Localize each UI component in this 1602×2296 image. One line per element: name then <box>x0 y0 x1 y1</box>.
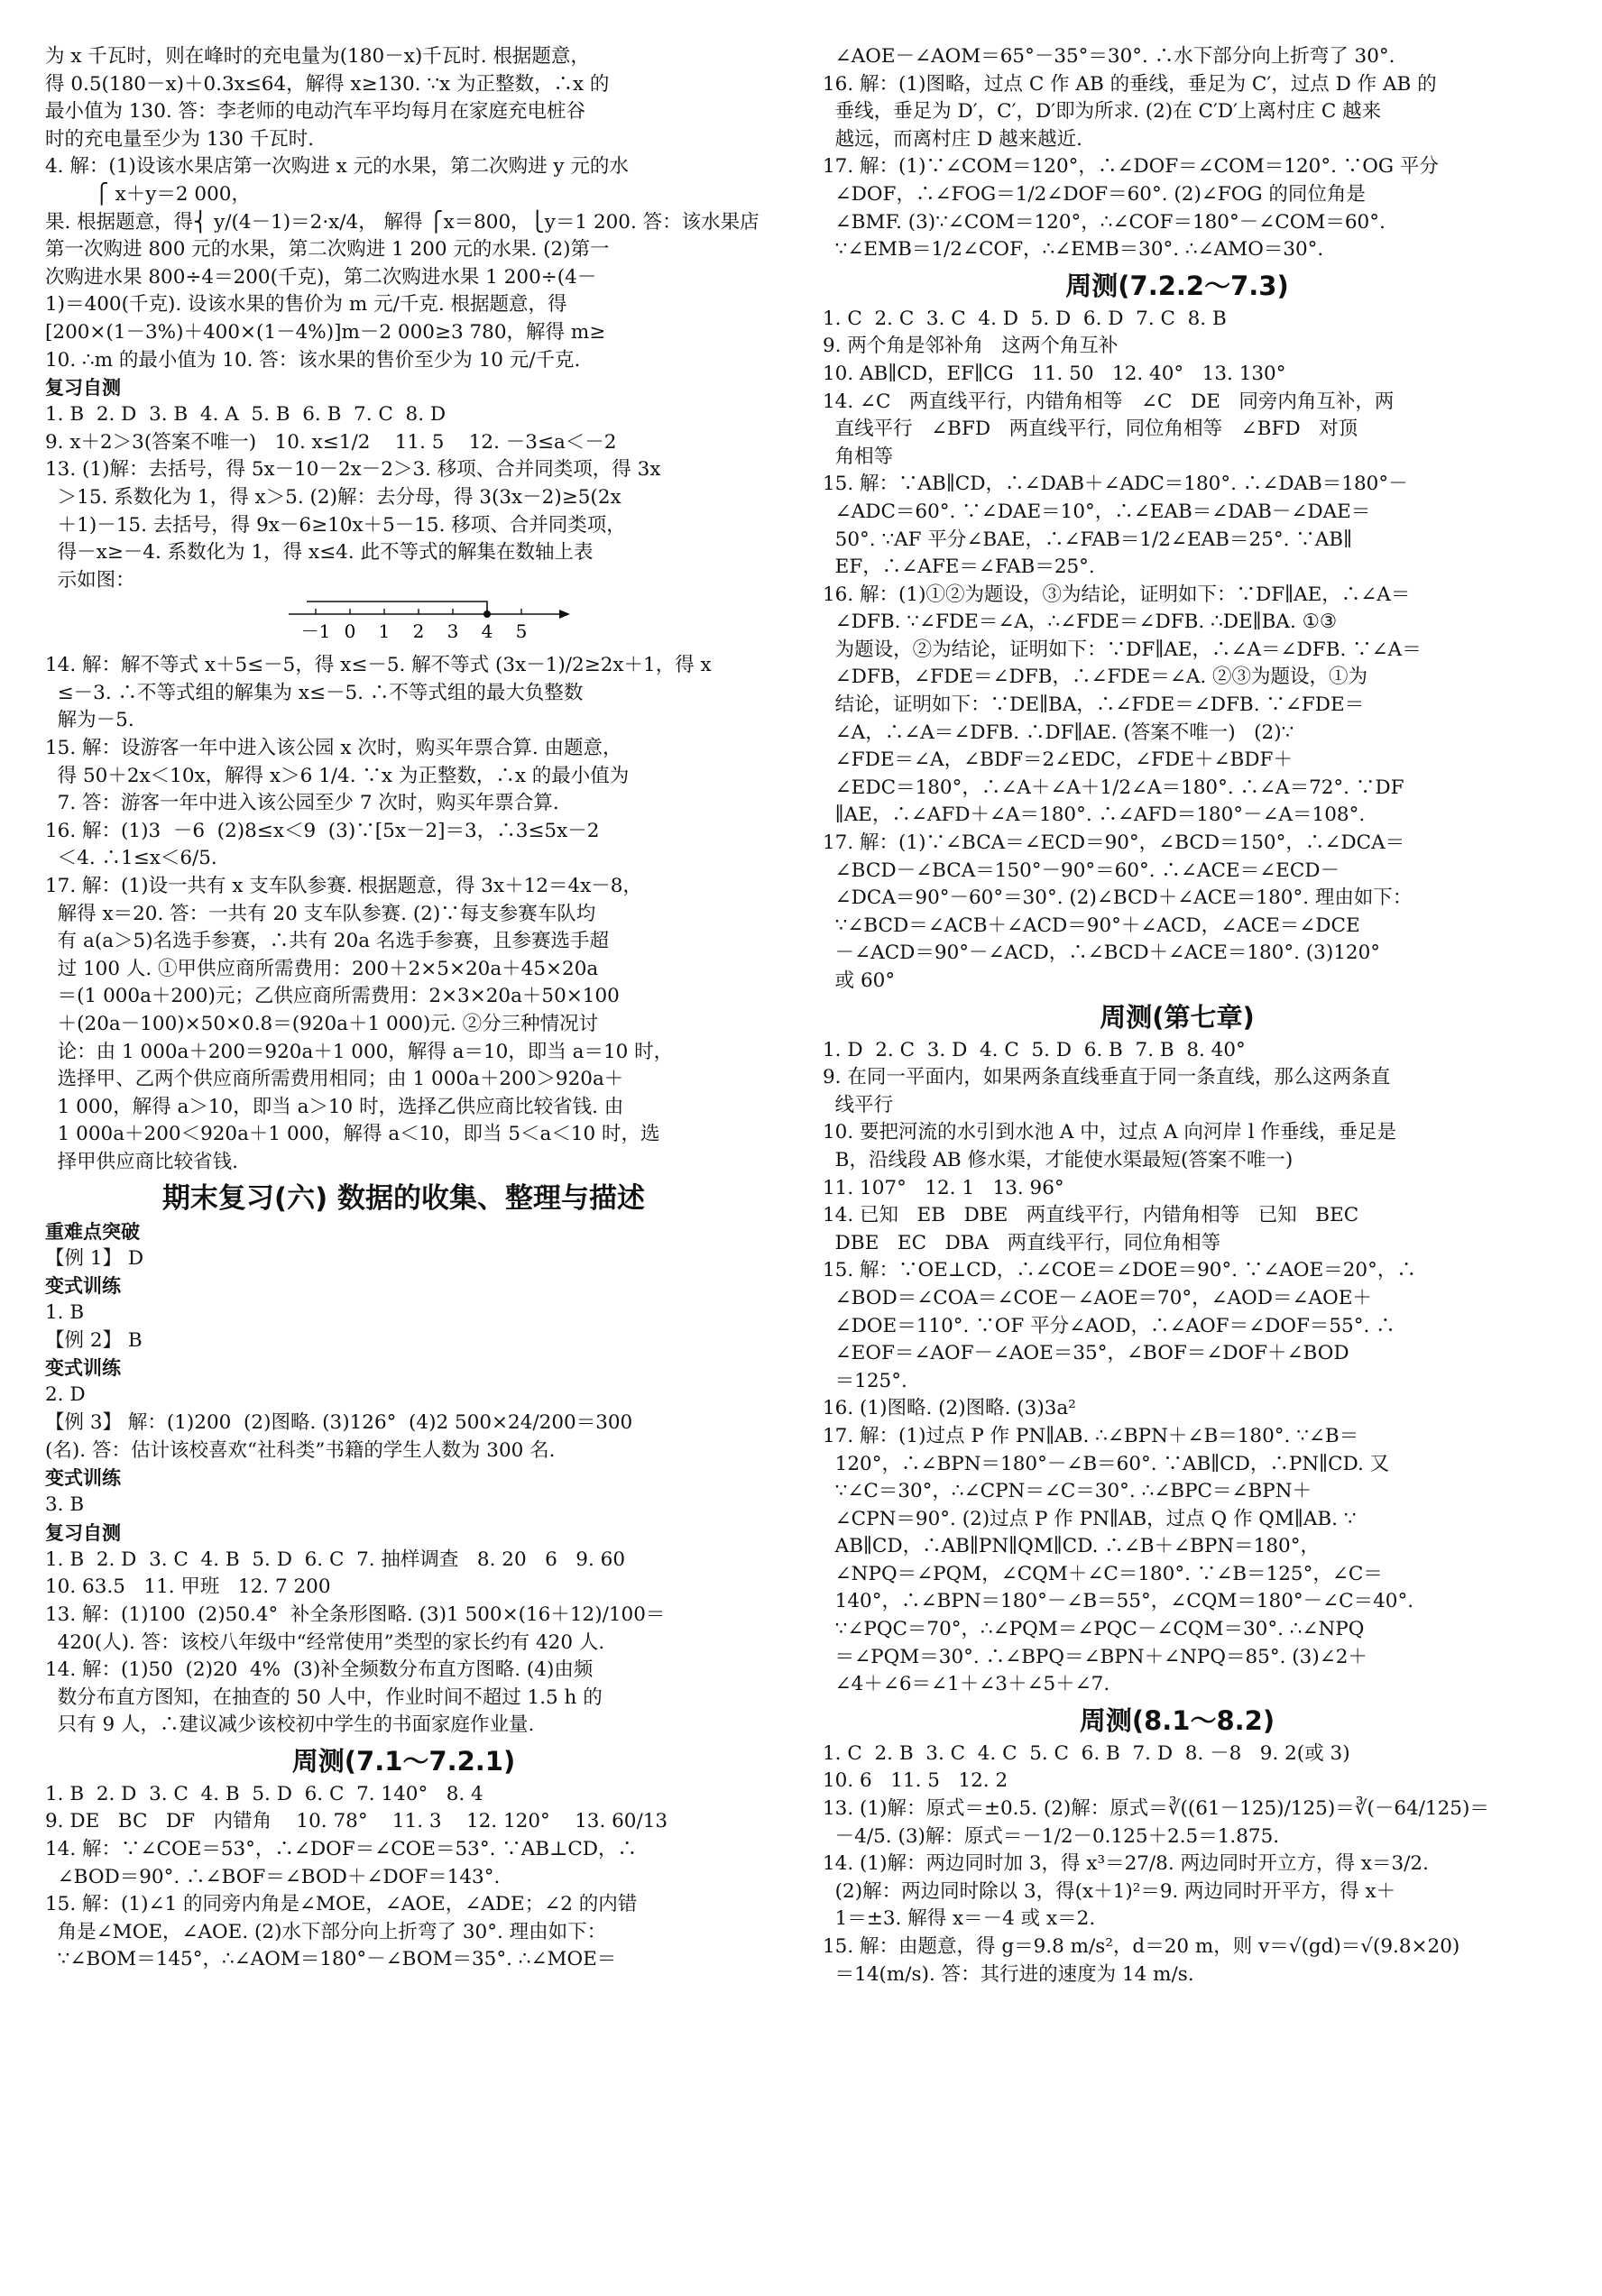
text-line: 解得 x＝20. 答：一共有 20 支车队参赛. (2)∵每支参赛车队均 <box>45 902 596 925</box>
text-line: ∠AOE－∠AOM＝65°－35°＝30°. ∴水下部分向上折弯了 30°. <box>823 45 1395 68</box>
subsection-label: 复习自测 <box>45 1521 121 1544</box>
text-line: 15. 解：∵AB∥CD，∴∠DAB＋∠ADC＝180°. ∴∠DAB＝180°－ <box>823 473 1408 496</box>
text-line: ∠BOD＝90°. ∴∠BOF＝∠BOD＋∠DOF＝143°. <box>45 1865 501 1888</box>
text-line: 【例 2】 B <box>45 1328 143 1352</box>
text-line: ＝125°. <box>823 1369 907 1392</box>
subsection-label: 变式训练 <box>45 1275 121 1298</box>
section-heading: 周测(第七章) <box>1100 1001 1255 1033</box>
text-line: 1 000，解得 a＞10，即当 a＞10 时，选择乙供应商比较省钱. 由 <box>45 1095 624 1118</box>
text-line: ＝14(m/s). 答：其行进的速度为 14 m/s. <box>823 1962 1194 1986</box>
text-line: ⎧ x＋y＝2 000， <box>45 182 251 206</box>
text-line: 1 000a＋200＜920a＋1 000，解得 a＜10，即当 5＜a＜10 时，选 <box>45 1123 660 1146</box>
text-line: ∠BCD－∠BCA＝150°－90°＝60°. ∴∠ACE＝∠ECD－ <box>823 859 1340 882</box>
text-line: 15. 解：设游客一年中进入该公园 x 次时，购买年票合算. 由题意， <box>45 737 622 760</box>
text-line: 示如图： <box>45 568 135 592</box>
text-line: 10. 6 11. 5 12. 2 <box>823 1769 1008 1793</box>
text-line: 2. D <box>45 1383 86 1407</box>
left-column <box>45 43 762 1974</box>
text-line: 7. 答：游客一年中进入该公园至少 7 次时，购买年票合算. <box>45 792 559 815</box>
text-line: 3. B <box>45 1493 85 1517</box>
text-line: 越远，而离村庄 D 越来越近. <box>823 127 1082 151</box>
text-line: 过 100 人. ①甲供应商所需费用：200＋2×5×20a＋45×20a <box>45 957 599 980</box>
text-line: －∠ACD＝90°－∠ACD，∴∠BCD＋∠ACE＝180°. (3)120° <box>823 941 1381 965</box>
text-line: ∠DFB，∠FDE＝∠DFB，∴∠FDE＝∠A. ②③为题设，①为 <box>823 666 1368 689</box>
text-line: 13. (1)解：原式＝±0.5. (2)解：原式＝∛((61－125)/125)＝∛(－64/125)＝ <box>823 1797 1489 1821</box>
text-line: 17. 解：(1)∵∠COM＝120°，∴∠DOF＝∠COM＝120°. ∵OG 平分 <box>823 155 1439 179</box>
text-line: 14. 解：∵∠COE＝53°，∴∠DOF＝∠COE＝53°. ∵AB⊥CD，∴ <box>45 1838 638 1861</box>
text-line: ∵∠BCD＝∠ACB＋∠ACD＝90°＋∠ACD，∠ACE＝∠DCE <box>823 914 1360 937</box>
text-line: ∠DOF，∴∠FOG＝1/2∠DOF＝60°. (2)∠FOG 的同位角是 <box>823 182 1366 206</box>
text-line: 或 60° <box>823 969 896 992</box>
text-line: ＜4. ∴1≤x＜6/5. <box>45 847 217 870</box>
text-line: 1. C 2. B 3. C 4. C 5. C 6. B 7. D 8. －8 9. 2(或 3) <box>823 1741 1350 1765</box>
text-line: 9. 在同一平面内，如果两条直线垂直于同一条直线，那么这两条直 <box>823 1066 1391 1089</box>
text-line: AB∥CD，∴AB∥PN∥QM∥CD. ∴∠B＋∠BPN＝180°， <box>823 1535 1320 1558</box>
text-line: ∠DFB. ∵∠FDE＝∠A，∴∠FDE＝∠DFB. ∴DE∥BA. ①③ <box>823 611 1338 634</box>
text-line: DBE EC DBA 两直线平行，同位角相等 <box>823 1231 1221 1254</box>
text-line: ≤－3. ∴不等式组的解集为 x≤－5. ∴不等式组的最大负整数 <box>45 681 584 704</box>
text-line: 15. 解：由题意，得 g＝9.8 m/s²，d＝20 m，则 v＝√(gd)＝√(9.8×20) <box>823 1935 1460 1958</box>
number-line-tick-label: 1 <box>378 620 391 643</box>
text-line: ＋(20a－100)×50×0.8＝(920a＋1 000)元. ②分三种情况讨 <box>45 1013 599 1035</box>
text-line: 选择甲、乙两个供应商所需费用相同；由 1 000a＋200＞920a＋ <box>45 1068 624 1091</box>
text-line: 13. (1)解：去括号，得 5x－10－2x－2＞3. 移项、合并同类项，得 3x <box>45 458 661 482</box>
number-line-tick-label: －1 <box>300 620 331 643</box>
text-line: 9. DE BC DF 内错角 10. 78° 11. 3 12. 120° 13. 60/13 <box>45 1810 668 1833</box>
subsection-label: 变式训练 <box>45 1357 121 1380</box>
text-line: ＞15. 系数化为 1，得 x＞5. (2)解：去分母，得 3(3x－2)≥5(2x <box>45 485 621 509</box>
text-line: 15. 解：∵OE⊥CD，∴∠COE＝∠DOE＝90°. ∵∠AOE＝20°，∴ <box>823 1259 1416 1282</box>
text-line: 1. C 2. C 3. C 4. D 5. D 6. D 7. C 8. B <box>823 307 1227 330</box>
number-line-tick-label: 5 <box>515 620 528 643</box>
text-line: 10. ∴m 的最小值为 10. 答：该水果的售价至少为 10 元/千克. <box>45 348 581 372</box>
text-line: 10. 要把河流的水引到水池 A 中，过点 A 向河岸 l 作垂线，垂足是 <box>823 1121 1396 1144</box>
text-line: 120°，∴∠BPN＝180°－∠B＝60°. ∵AB∥CD，∴PN∥CD. 又 <box>823 1452 1390 1475</box>
text-line: ＝(1 000a＋200)元；乙供应商所需费用：2×3×20a＋50×100 <box>45 985 620 1008</box>
text-line: 1＝±3. 解得 x＝－4 或 x＝2. <box>823 1907 1096 1931</box>
text-line: ∠A，∴∠A＝∠DFB. ∴DF∥AE. (答案不唯一) (2)∵ <box>823 721 1294 744</box>
number-line-tick-label: 2 <box>412 620 425 643</box>
text-line: B，沿线段 AB 修水渠，才能使水渠最短(答案不唯一) <box>823 1148 1294 1171</box>
text-line: 直线平行 ∠BFD 两直线平行，同位角相等 ∠BFD 对顶 <box>823 418 1358 441</box>
text-line: 结论，证明如下：∵DE∥BA，∴∠FDE＝∠DFB. ∵∠FDE＝ <box>823 693 1365 717</box>
text-line: 垂线，垂足为 D′，C′，D′即为所求. (2)在 C′D′上离村庄 C 越来 <box>823 100 1382 124</box>
text-line: ∵∠BOM＝145°，∴∠AOM＝180°－∠BOM＝35°. ∴∠MOE＝ <box>45 1948 617 1971</box>
text-line: 1. B <box>45 1301 85 1325</box>
text-line: ∠NPQ＝∠PQM，∠CQM＋∠C＝180°. ∵∠B＝125°，∠C＝ <box>823 1562 1383 1585</box>
text-line: 14. 已知 EB DBE 两直线平行，内错角相等 已知 BEC <box>823 1204 1359 1227</box>
text-line: ∠FDE＝∠A，∠BDF＝2∠EDC，∠FDE＋∠BDF＋ <box>823 748 1293 772</box>
text-line: 140°，∴∠BPN＝180°－∠B＝55°，∠CQM＝180°－∠C＝40°. <box>823 1590 1414 1613</box>
text-line: 角是∠MOE，∠AOE. (2)水下部分向上折弯了 30°. 理由如下： <box>45 1920 607 1943</box>
text-line: 16. 解：(1)①②为题设，③为结论，证明如下：∵DF∥AE，∴∠A＝ <box>823 583 1411 606</box>
text-line: 得 0.5(180－x)＋0.3x≤64，解得 x≥130. ∵x 为正整数，∴x 的 <box>45 72 610 96</box>
section-heading: 周测(7.2.2～7.3) <box>1065 270 1289 301</box>
text-line: ∠DOE＝110°. ∵OF 平分∠AOD，∴∠AOF＝∠DOF＝55°. ∴ <box>823 1314 1395 1337</box>
text-line: ∠ADC＝60°. ∵∠DAE＝10°，∴∠EAB＝∠DAB－∠DAE＝ <box>823 500 1371 523</box>
text-line: 14. 解：(1)50 (2)20 4% (3)补全频数分布直方图略. (4)由频 <box>45 1658 594 1682</box>
text-line: 论：由 1 000a＋200＝920a＋1 000，解得 a＝10，即当 a＝10 时， <box>45 1040 674 1063</box>
text-line: ∵∠C＝30°，∴∠CPN＝∠C＝30°. ∴∠BPC＝∠BPN＋ <box>823 1480 1312 1503</box>
text-line: 为题设，②为结论，证明如下：∵DF∥AE，∴∠A＝∠DFB. ∵∠A＝ <box>823 638 1422 661</box>
text-line: ∥AE，∴∠AFD＋∠A＝180°. ∴∠AFD＝180°－∠A＝108°. <box>823 804 1366 827</box>
text-line: 16. (1)图略. (2)图略. (3)3a² <box>823 1397 1076 1420</box>
number-line-figure <box>289 594 577 652</box>
right-column <box>823 43 1532 1988</box>
text-line: 只有 9 人，∴建议减少该校初中学生的书面家庭作业量. <box>45 1713 535 1737</box>
text-line: 1. B 2. D 3. C 4. B 5. D 6. C 7. 抽样调查 8. 20 6 9. 60 <box>45 1548 626 1571</box>
text-line: ∠4＋∠6＝∠1＋∠3＋∠5＋∠7. <box>823 1673 1110 1696</box>
text-line: 1. B 2. D 3. B 4. A 5. B 6. B 7. C 8. D <box>45 403 447 427</box>
text-line: 1. D 2. C 3. D 4. C 5. D 6. B 7. B 8. 40° <box>823 1038 1246 1061</box>
text-line: EF，∴∠AFE＝∠FAB＝25°. <box>823 556 1095 579</box>
text-line: ＝∠PQM＝30°. ∴∠BPQ＝∠BPN＋∠NPQ＝85°. (3)∠2＋ <box>823 1645 1367 1668</box>
solution-ray <box>307 602 487 614</box>
text-line: 【例 1】 D <box>45 1246 144 1270</box>
text-line: ∠EDC＝180°，∴∠A＋∠A＋1/2∠A＝180°. ∴∠A＝72°. ∵DF <box>823 776 1404 799</box>
text-line: 1)＝400(千克). 设该水果的售价为 m 元/千克. 根据题意，得 <box>45 293 567 317</box>
text-line: 第一次购进 800 元的水果，第二次购进 1 200 元的水果. (2)第一 <box>45 238 610 262</box>
text-line: －4/5. (3)解：原式＝－1/2－0.125＋2.5＝1.875. <box>823 1824 1280 1848</box>
text-line: 解为－5. <box>45 709 134 732</box>
text-line: 果. 根据题意，得⎨ y/(4－1)＝2·x/4， 解得 ⎧x＝800，⎩y＝1 200. 答：该水果店 <box>45 210 760 234</box>
text-line: ∠CPN＝90°. (2)过点 P 作 PN∥AB，过点 Q 作 QM∥AB. ∵ <box>823 1507 1357 1530</box>
text-line: [200×(1－3%)＋400×(1－4%)]m－2 000≥3 780，解得 m≥ <box>45 320 606 344</box>
section-heading: 周测(7.1～7.2.1) <box>291 1745 516 1777</box>
subsection-label: 变式训练 <box>45 1467 121 1490</box>
text-line: ∵∠PQC＝70°，∴∠PQM＝∠PQC－∠CQM＝30°. ∴∠NPQ <box>823 1618 1365 1641</box>
text-line: 次购进水果 800÷4＝200(千克)，第二次购进水果 1 200÷(4－ <box>45 265 597 289</box>
text-line: ∠BMF. (3)∵∠COM＝120°，∴∠COF＝180°－∠COM＝60°. <box>823 210 1386 234</box>
text-line: ＋1)－15. 去括号，得 9x－6≥10x＋5－15. 移项、合并同类项， <box>45 513 626 537</box>
text-line: 50°. ∵AF 平分∠BAE，∴∠FAB＝1/2∠EAB＝25°. ∵AB∥ <box>823 528 1352 551</box>
text-line: 1. B 2. D 3. C 4. B 5. D 6. C 7. 140° 8. 4 <box>45 1782 483 1805</box>
text-line: ∠DCA＝90°－60°＝30°. (2)∠BCD＋∠ACE＝180°. 理由如下： <box>823 886 1413 910</box>
number-line-tick-label: 3 <box>447 620 459 643</box>
text-line: (名). 答：估计该校喜欢“社科类”书籍的学生人数为 300 名. <box>45 1438 556 1462</box>
text-line: 420(人). 答：该校八年级中“经常使用”类型的家长约有 420 人. <box>45 1630 605 1654</box>
text-line: ∠EOF＝∠AOF－∠AOE＝35°，∠BOF＝∠DOF＋∠BOD <box>823 1342 1349 1365</box>
text-line: 16. 解：(1)图略，过点 C 作 AB 的垂线，垂足为 C′，过点 D 作 AB 的 <box>823 72 1437 96</box>
text-line: 11. 107° 12. 1 13. 96° <box>823 1176 1064 1199</box>
text-line: 最小值为 130. 答：李老师的电动汽车平均每月在家庭充电桩谷 <box>45 100 586 124</box>
text-line: 10. 63.5 11. 甲班 12. 7 200 <box>45 1575 331 1599</box>
text-line: 10. AB∥CD，EF∥CG 11. 50 12. 40° 13. 130° <box>823 362 1286 385</box>
subsection-label: 重难点突破 <box>45 1220 140 1243</box>
solution-dot <box>483 611 491 618</box>
text-line: 14. (1)解：两边同时加 3，得 x³＝27/8. 两边同时开立方，得 x＝3/2. <box>823 1852 1429 1876</box>
text-line: 9. 两个角是邻补角 这两个角互补 <box>823 335 1119 358</box>
text-line: 数分布直方图知，在抽查的 50 人中，作业时间不超过 1.5 h 的 <box>45 1685 603 1709</box>
text-line: ∠BOD＝∠COA＝∠COE－∠AOE＝70°，∠AOD＝∠AOE＋ <box>823 1286 1372 1309</box>
text-line: ∵∠EMB＝1/2∠COF，∴∠EMB＝30°. ∴∠AMO＝30°. <box>823 238 1324 262</box>
text-line: 线平行 <box>823 1093 894 1116</box>
text-line: 得 50＋2x＜10x，解得 x＞6 1/4. ∵x 为正整数，∴x 的最小值为 <box>45 764 630 787</box>
text-line: 14. 解：解不等式 x＋5≤－5，得 x≤－5. 解不等式 (3x－1)/2≥2x＋1，得 x <box>45 654 712 677</box>
section-heading: 周测(8.1～8.2) <box>1079 1704 1275 1736</box>
text-line: 择甲供应商比较省钱. <box>45 1150 239 1173</box>
text-line: 17. 解：(1)过点 P 作 PN∥AB. ∴∠BPN＋∠B＝180°. ∵∠B＝ <box>823 1424 1359 1447</box>
text-line: 为 x 千瓦时，则在峰时的充电量为(180－x)千瓦时. 根据题意， <box>45 45 590 68</box>
text-line: 15. 解：(1)∠1 的同旁内角是∠MOE，∠AOE，∠ADE；∠2 的内错 <box>45 1893 638 1916</box>
text-line: 13. 解：(1)100 (2)50.4° 补全条形图略. (3)1 500×(16＋12)/100＝ <box>45 1603 666 1626</box>
number-line-tick-label: 4 <box>481 620 493 643</box>
text-line: (2)解：两边同时除以 3，得(x＋1)²＝9. 两边同时开平方，得 x＋ <box>823 1879 1396 1903</box>
text-line: 得－x≥－4. 系数化为 1，得 x≤4. 此不等式的解集在数轴上表 <box>45 541 594 565</box>
text-line: 时的充电量至少为 130 千瓦时. <box>45 127 315 151</box>
text-line: 9. x＋2＞3(答案不唯一) 10. x≤1/2 11. 5 12. －3≤a＜－2 <box>45 430 617 454</box>
text-line: 14. ∠C 两直线平行，内错角相等 ∠C DE 同旁内角互补，两 <box>823 390 1395 413</box>
text-line: 4. 解：(1)设该水果店第一次购进 x 元的水果，第二次购进 y 元的水 <box>45 155 629 179</box>
text-line: 17. 解：(1)∵∠BCA＝∠ECD＝90°，∠BCD＝150°，∴∠DCA＝ <box>823 831 1405 855</box>
text-line: 角相等 <box>823 445 894 468</box>
section-heading: 期末复习(六) 数据的收集、整理与描述 <box>161 1181 646 1215</box>
text-line: 【例 3】 解：(1)200 (2)图略. (3)126° (4)2 500×24/200＝300 <box>45 1410 633 1434</box>
text-line: 16. 解：(1)3 －6 (2)8≤x＜9 (3)∵[5x－2]＝3，∴3≤5x－2 <box>45 819 600 842</box>
number-line-tick-label: 0 <box>344 620 356 643</box>
text-line: 17. 解：(1)设一共有 x 支车队参赛. 根据题意，得 3x＋12＝4x－8， <box>45 875 642 898</box>
text-line: 有 a(a＞5)名选手参赛，∴共有 20a 名选手参赛，且参赛选手超 <box>45 930 609 953</box>
subsection-label: 复习自测 <box>45 377 121 400</box>
